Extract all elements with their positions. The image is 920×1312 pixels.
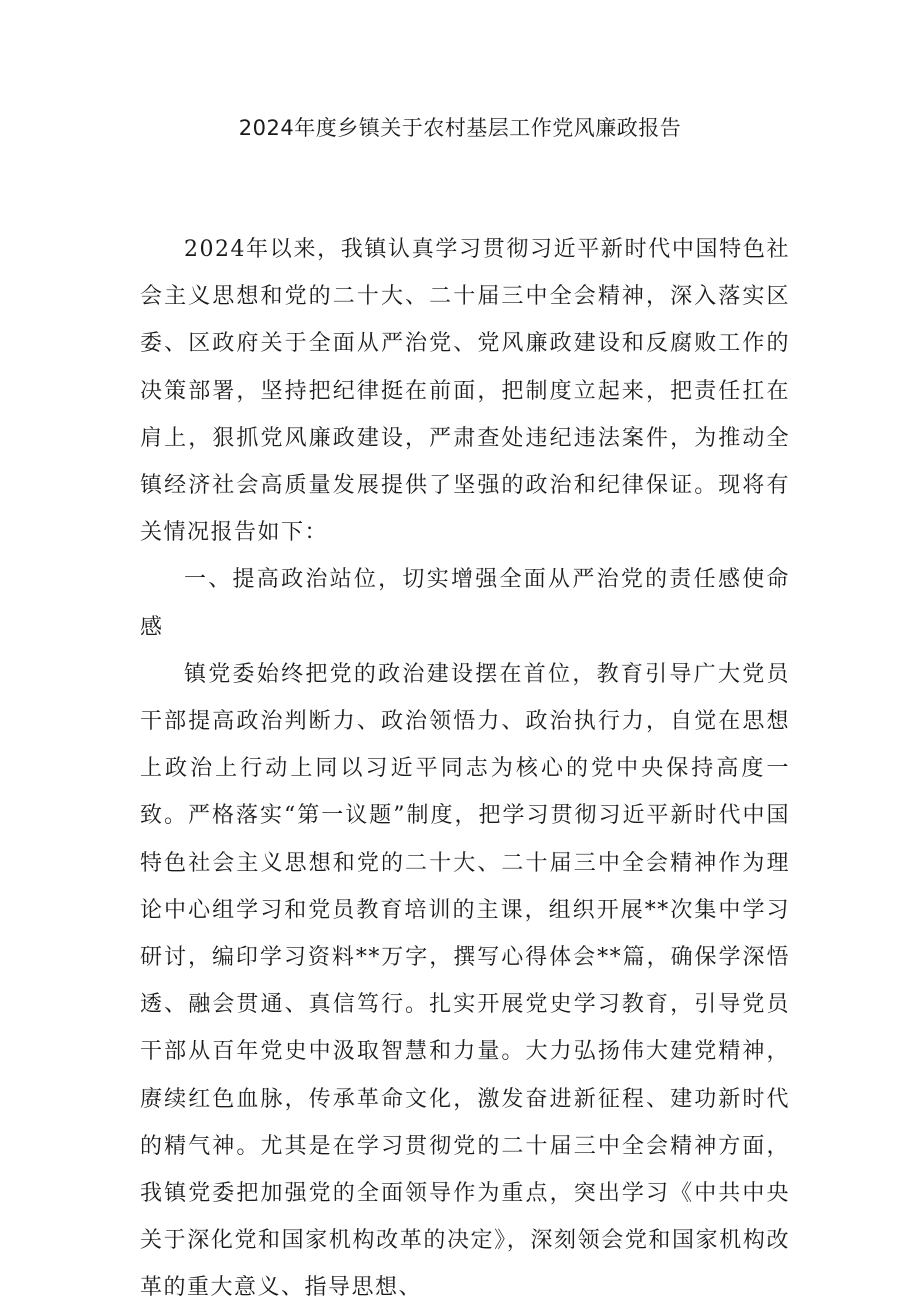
paragraph-section-1: 镇党委始终把党的政治建设摆在首位，教育引导广大党员干部提高政治判断力、政治领悟力、政治执行力，自觉在思想上政治上行动上同以习近平同志为核心的党中央保持高度一致。严格落实“第一议题”制度，把学习贯彻习近平新时代中国特色社会主义思想和党的二十大、二十届三中全会精神作为理论中心组学习和党员教育培训的主课，组织开展**次集中学习研讨，编印学习资料**万字，撰写心得体会**篇，确保学深悟透、融会贯通、真信笃行。扎实开展党史学习教育，引导党员干部从百年党史中汲取智慧和力量。大力弘扬伟大建党精神，赓续红色血脉，传承革命文化，激发奋进新征程、建功新时代的精气神。尤其是在学习贯彻党的二十届三中全会精神方面，我镇党委把加强党的全面领导作为重点，突出学习《中共中央关于深化党和国家机构改革的决定》，深刻领会党和国家机构改革的重大意义、指导思想、 [140,661,790,1301]
section-heading-1: 一、提高政治站位，切实增强全面从严治党的责任感使命感 [140,567,790,640]
document-body [140,226,790,1312]
paragraph-intro: 2024年以来，我镇认真学习贯彻习近平新时代中国特色社会主义思想和党的二十大、二十届三中全会精神，深入落实区委、区政府关于全面从严治党、党风廉政建设和反腐败工作的决策部署，坚持把纪律挺在前面，把制度立起来，把责任扛在肩上，狠抓党风廉政建设，严肃查处违纪违法案件，为推动全镇经济社会高质量发展提供了坚强的政治和纪律保证。现将有关情况报告如下： [140,237,790,546]
document-title: 2024年度乡镇关于农村基层工作党风廉政报告 [238,116,682,140]
